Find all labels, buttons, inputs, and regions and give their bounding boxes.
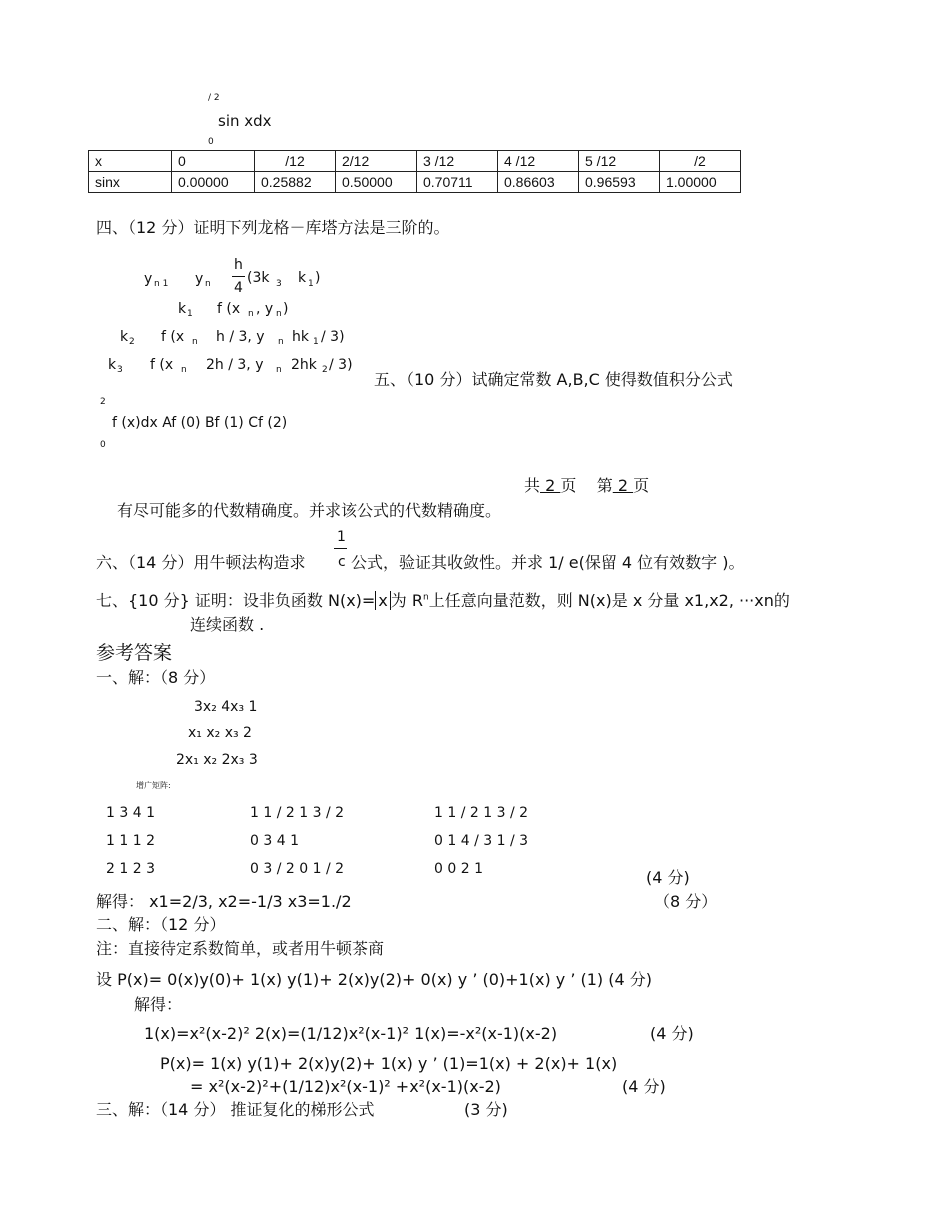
matrix-2-row: 1 1 / 2 1 3 / 2 [250,805,345,821]
eq-symbol: k [108,357,117,373]
score-label: （8 分） [654,892,718,911]
integral-upper-limit: / 2 [208,93,220,103]
eq-subscript: 2 [322,365,328,375]
question-6-suffix: 公式，验证其收敛性。并求 1/ e(保留 4 位有效数字 )。 [351,553,745,572]
question-7-line-2: 连续函数 . [190,615,265,634]
eq-term: 2h / 3, y [206,357,264,373]
fraction-bar [232,276,245,277]
sine-value-table [88,150,741,193]
table-cell: sinx [89,172,172,193]
eq-term: 2hk [291,357,317,373]
eq-term: hk [292,329,309,345]
eq-term: ) [283,301,289,317]
answer-1-solution: 解得： x1=2/3, x2=-1/3 x3=1./2 [96,892,352,911]
matrix-1-row: 1 1 1 2 [106,833,155,849]
table-cell: 3 /12 [417,151,498,172]
answer-2-polynomial-expanded: = x²(x-2)²+(1/12)x²(x-1)² +x²(x-1)(x-2) [190,1077,501,1096]
matrix-3-row: 0 1 4 / 3 1 / 3 [434,833,529,849]
augmented-matrix-label: 增广矩阵: [136,781,171,790]
eq-subscript: 1 [187,309,193,319]
eq-subscript: n [248,309,254,319]
table-cell: 0.96593 [579,172,660,193]
answer-1-title: 一、解：（8 分） [96,668,216,687]
answer-2-solve-label: 解得： [134,995,183,1014]
fraction-denominator: c [338,554,346,570]
answer-2-polynomial: P(x)= 1(x) y(1)+ 2(x)y(2)+ 1(x) y ’ (1)=1(x) + 2(x)+ 1(x) [160,1054,618,1073]
table-cell: 2/12 [336,151,417,172]
integral-lower-limit: 0 [208,137,214,147]
fraction-bar [334,548,347,549]
system-row: 2x₁ x₂ 2x₃ 3 [176,752,258,768]
table-cell: 0.70711 [417,172,498,193]
answer-2-title: 二、解：（12 分） [96,915,226,934]
quadrature-formula: f (x)dx Af (0) Bf (1) Cf (2) [112,415,288,431]
answers-heading: 参考答案 [96,642,173,664]
answer-3-title: 三、解：（14 分） 推证复化的梯形公式 [96,1100,375,1119]
page-current-prefix: 第 [596,476,613,495]
page-current-suffix: 页 [633,476,650,495]
question-5-continuation: 有尽可能多的代数精确度。并求该公式的代数精确度。 [117,501,502,520]
answer-2-note: 注：直接待定系数简单，或者用牛顿茶商 [96,939,385,958]
system-row: 3x₂ 4x₃ 1 [194,699,258,715]
score-label: (4 分) [650,1024,694,1043]
page-current: 2 [612,476,634,495]
table-cell: 5 /12 [579,151,660,172]
answer-2-setup: 设 P(x)= 0(x)y(0)+ 1(x) y(1)+ 2(x)y(2)+ 0(x) y ’ (0)+1(x) y ’ (1) (4 分) [96,970,652,989]
table-row [89,172,741,193]
answer-2-basis: 1(x)=x²(x-2)² 2(x)=(1/12)x²(x-1)² 1(x)=-x²(x-1)(x-2) [144,1024,558,1043]
table-cell: 1.00000 [660,172,741,193]
fraction-numerator: 1 [337,529,346,545]
norm-symbol: x [375,591,390,610]
eq-subscript: n [205,279,211,289]
eq-term: , y [256,301,274,317]
matrix-3-row: 1 1 / 2 1 3 / 2 [434,805,529,821]
eq-subscript: 3 [117,365,123,375]
score-label: (3 分) [464,1100,508,1119]
fraction-numerator: h [234,257,243,273]
page-total: 2 [540,476,561,495]
table-cell: /2 [660,151,741,172]
system-row: x₁ x₂ x₃ 2 [188,725,252,741]
eq-term: f (x [217,301,241,317]
eq-subscript: n [276,309,282,319]
eq-symbol: y [144,271,153,287]
matrix-2-row: 0 3 / 2 0 1 / 2 [250,861,345,877]
integral-expression: sin xdx [218,112,272,130]
q7-text: 七、{10 分} 证明：设非负函数 N(x)= [96,591,376,610]
page-footer [524,478,649,494]
eq-term: f (x [161,329,185,345]
eq-term: f (x [150,357,174,373]
eq-subscript: 3 [276,279,282,289]
eq-term: h / 3, y [216,329,265,345]
eq-subscript: n [278,337,284,347]
eq-term: k [298,270,307,286]
eq-subscript: n [276,365,282,375]
matrix-2-row: 0 3 4 1 [250,833,299,849]
table-cell: /12 [255,151,336,172]
eq-term: (3k [247,270,270,286]
integral-upper-limit: 2 [100,397,106,407]
integral-lower-limit: 0 [100,440,106,450]
matrix-1-row: 2 1 2 3 [106,861,155,877]
table-cell: 0.00000 [172,172,255,193]
eq-subscript: n [181,365,187,375]
table-cell: 0.50000 [336,172,417,193]
eq-subscript: n 1 [154,279,169,289]
page-word: 页 [560,476,577,495]
eq-symbol: y [195,271,204,287]
table-cell: x [89,151,172,172]
score-label: (4 分) [646,868,690,887]
eq-term: / 3) [321,329,345,345]
eq-symbol: k [120,329,129,345]
fraction-denominator: 4 [234,280,243,296]
table-cell: 4 /12 [498,151,579,172]
page-total-prefix: 共 [524,476,541,495]
q7-text: 为 R [390,591,423,610]
question-6-prefix: 六、（14 分）用牛顿法构造求 [96,553,306,572]
question-5-title: 五、（10 分）试确定常数 A,B,C 使得数值积分公式 [374,370,733,389]
table-row [89,151,741,172]
superscript: n [423,592,429,603]
eq-subscript: 1 [313,337,319,347]
eq-subscript: 1 [308,279,314,289]
table-cell: 0.25882 [255,172,336,193]
eq-term: / 3) [329,357,353,373]
score-label: (4 分) [622,1077,666,1096]
question-4-title: 四、（12 分）证明下列龙格－库塔方法是三阶的。 [96,218,450,237]
eq-subscript: 2 [129,337,135,347]
q7-text: 上任意向量范数，则 N(x)是 x 分量 x1,x2, ···xn的 [428,591,790,610]
matrix-3-row: 0 0 2 1 [434,861,483,877]
eq-term: ) [315,270,321,286]
question-7-line-1 [96,593,790,609]
table-cell: 0.86603 [498,172,579,193]
eq-subscript: n [192,337,198,347]
matrix-1-row: 1 3 4 1 [106,805,155,821]
table-cell: 0 [172,151,255,172]
eq-symbol: k [178,301,187,317]
